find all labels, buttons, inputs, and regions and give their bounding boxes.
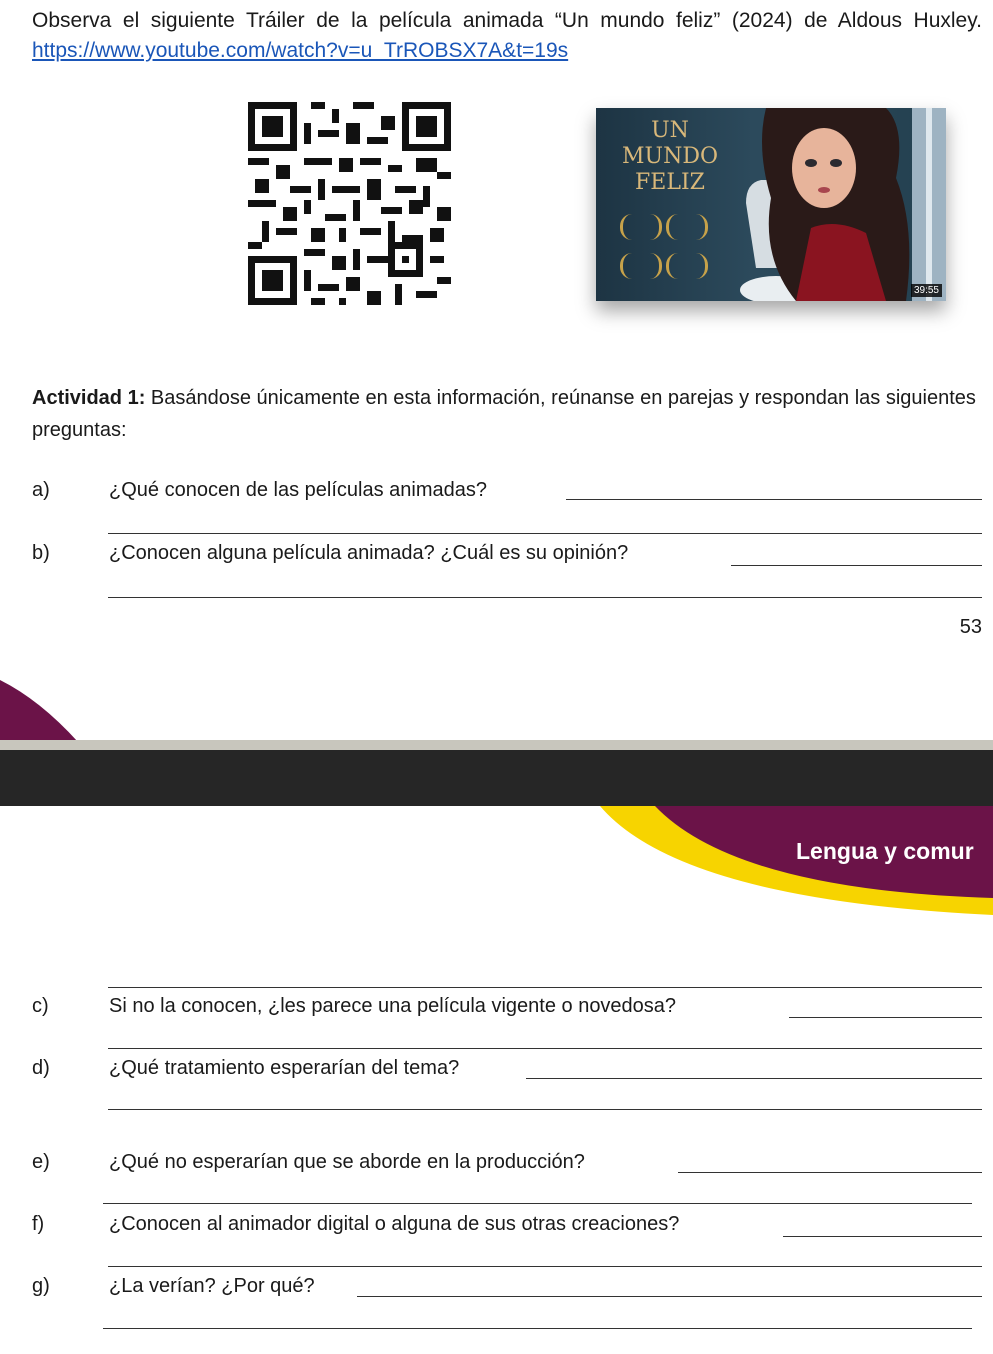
question-letter: c) [32, 995, 49, 1017]
poster-title-line3: FELIZ [635, 170, 705, 195]
answer-line[interactable] [103, 1203, 972, 1204]
laurel-icon [620, 253, 662, 279]
question-letter: f) [32, 1213, 45, 1235]
intro-paragraph [32, 6, 982, 66]
answer-line[interactable] [108, 1266, 982, 1267]
question-text: ¿La verían? ¿Por qué? [109, 1275, 315, 1297]
answer-line[interactable] [526, 1078, 982, 1079]
footer-purple-corner [0, 680, 78, 742]
answer-line[interactable] [357, 1296, 982, 1297]
award-laurels [618, 210, 718, 288]
answer-line[interactable] [566, 499, 982, 500]
answer-line[interactable] [108, 597, 982, 598]
poster-title-line2: MUNDO [622, 144, 718, 169]
activity-text: Basándose únicamente en esta información, reúnanse en parejas y respondan las siguientes preguntas: [32, 387, 976, 441]
answer-line[interactable] [783, 1236, 982, 1237]
question-letter: a) [32, 479, 50, 501]
question-letter: b) [32, 542, 50, 564]
activity-label: Actividad 1: [32, 387, 146, 409]
answer-line[interactable] [103, 1328, 972, 1329]
answer-line[interactable] [108, 1048, 982, 1049]
question-letter: g) [32, 1275, 50, 1297]
activity-instructions [32, 382, 982, 446]
answer-line[interactable] [789, 1017, 982, 1018]
question-text: ¿Qué tratamiento esperarían del tema? [109, 1057, 460, 1079]
question-text: ¿Conocen al animador digital o alguna de sus otras creaciones? [109, 1213, 680, 1235]
laurel-icon [666, 253, 708, 279]
question-letter: d) [32, 1057, 50, 1079]
question-letter: e) [32, 1151, 50, 1173]
course-title: Lengua y comur [796, 838, 974, 864]
poster-title-line1: UN [651, 118, 689, 143]
answer-line[interactable] [731, 565, 982, 566]
answer-line[interactable] [108, 1109, 982, 1110]
answer-line[interactable] [108, 533, 982, 534]
answer-line[interactable] [678, 1172, 982, 1173]
movie-thumbnail[interactable] [596, 108, 946, 301]
question-text: ¿Qué conocen de las películas animadas? [109, 479, 488, 501]
video-duration: 39:55 [911, 284, 942, 297]
question-text: ¿Qué no esperarían que se aborde en la producción? [109, 1151, 585, 1173]
qr-code [248, 102, 451, 305]
page-gap-dark-band [0, 750, 993, 806]
page-break-banner [0, 640, 993, 930]
question-text: Si no la conocen, ¿les parece una película vigente o novedosa? [109, 995, 677, 1017]
page-number: 53 [959, 616, 982, 638]
intro-text: Observa el siguiente Tráiler de la película animada “Un mundo feliz” (2024) de Aldous Huxley. [32, 9, 982, 32]
laurel-icon [620, 214, 662, 240]
trailer-link[interactable]: https://www.youtube.com/watch?v=u_TrROBSX7A&t=19s [32, 39, 569, 62]
answer-line[interactable] [108, 987, 982, 988]
poster-title [610, 118, 730, 196]
footer-grey-band [0, 740, 993, 750]
question-text: ¿Conocen alguna película animada? ¿Cuál es su opinión? [109, 542, 629, 564]
laurel-icon [666, 214, 708, 240]
